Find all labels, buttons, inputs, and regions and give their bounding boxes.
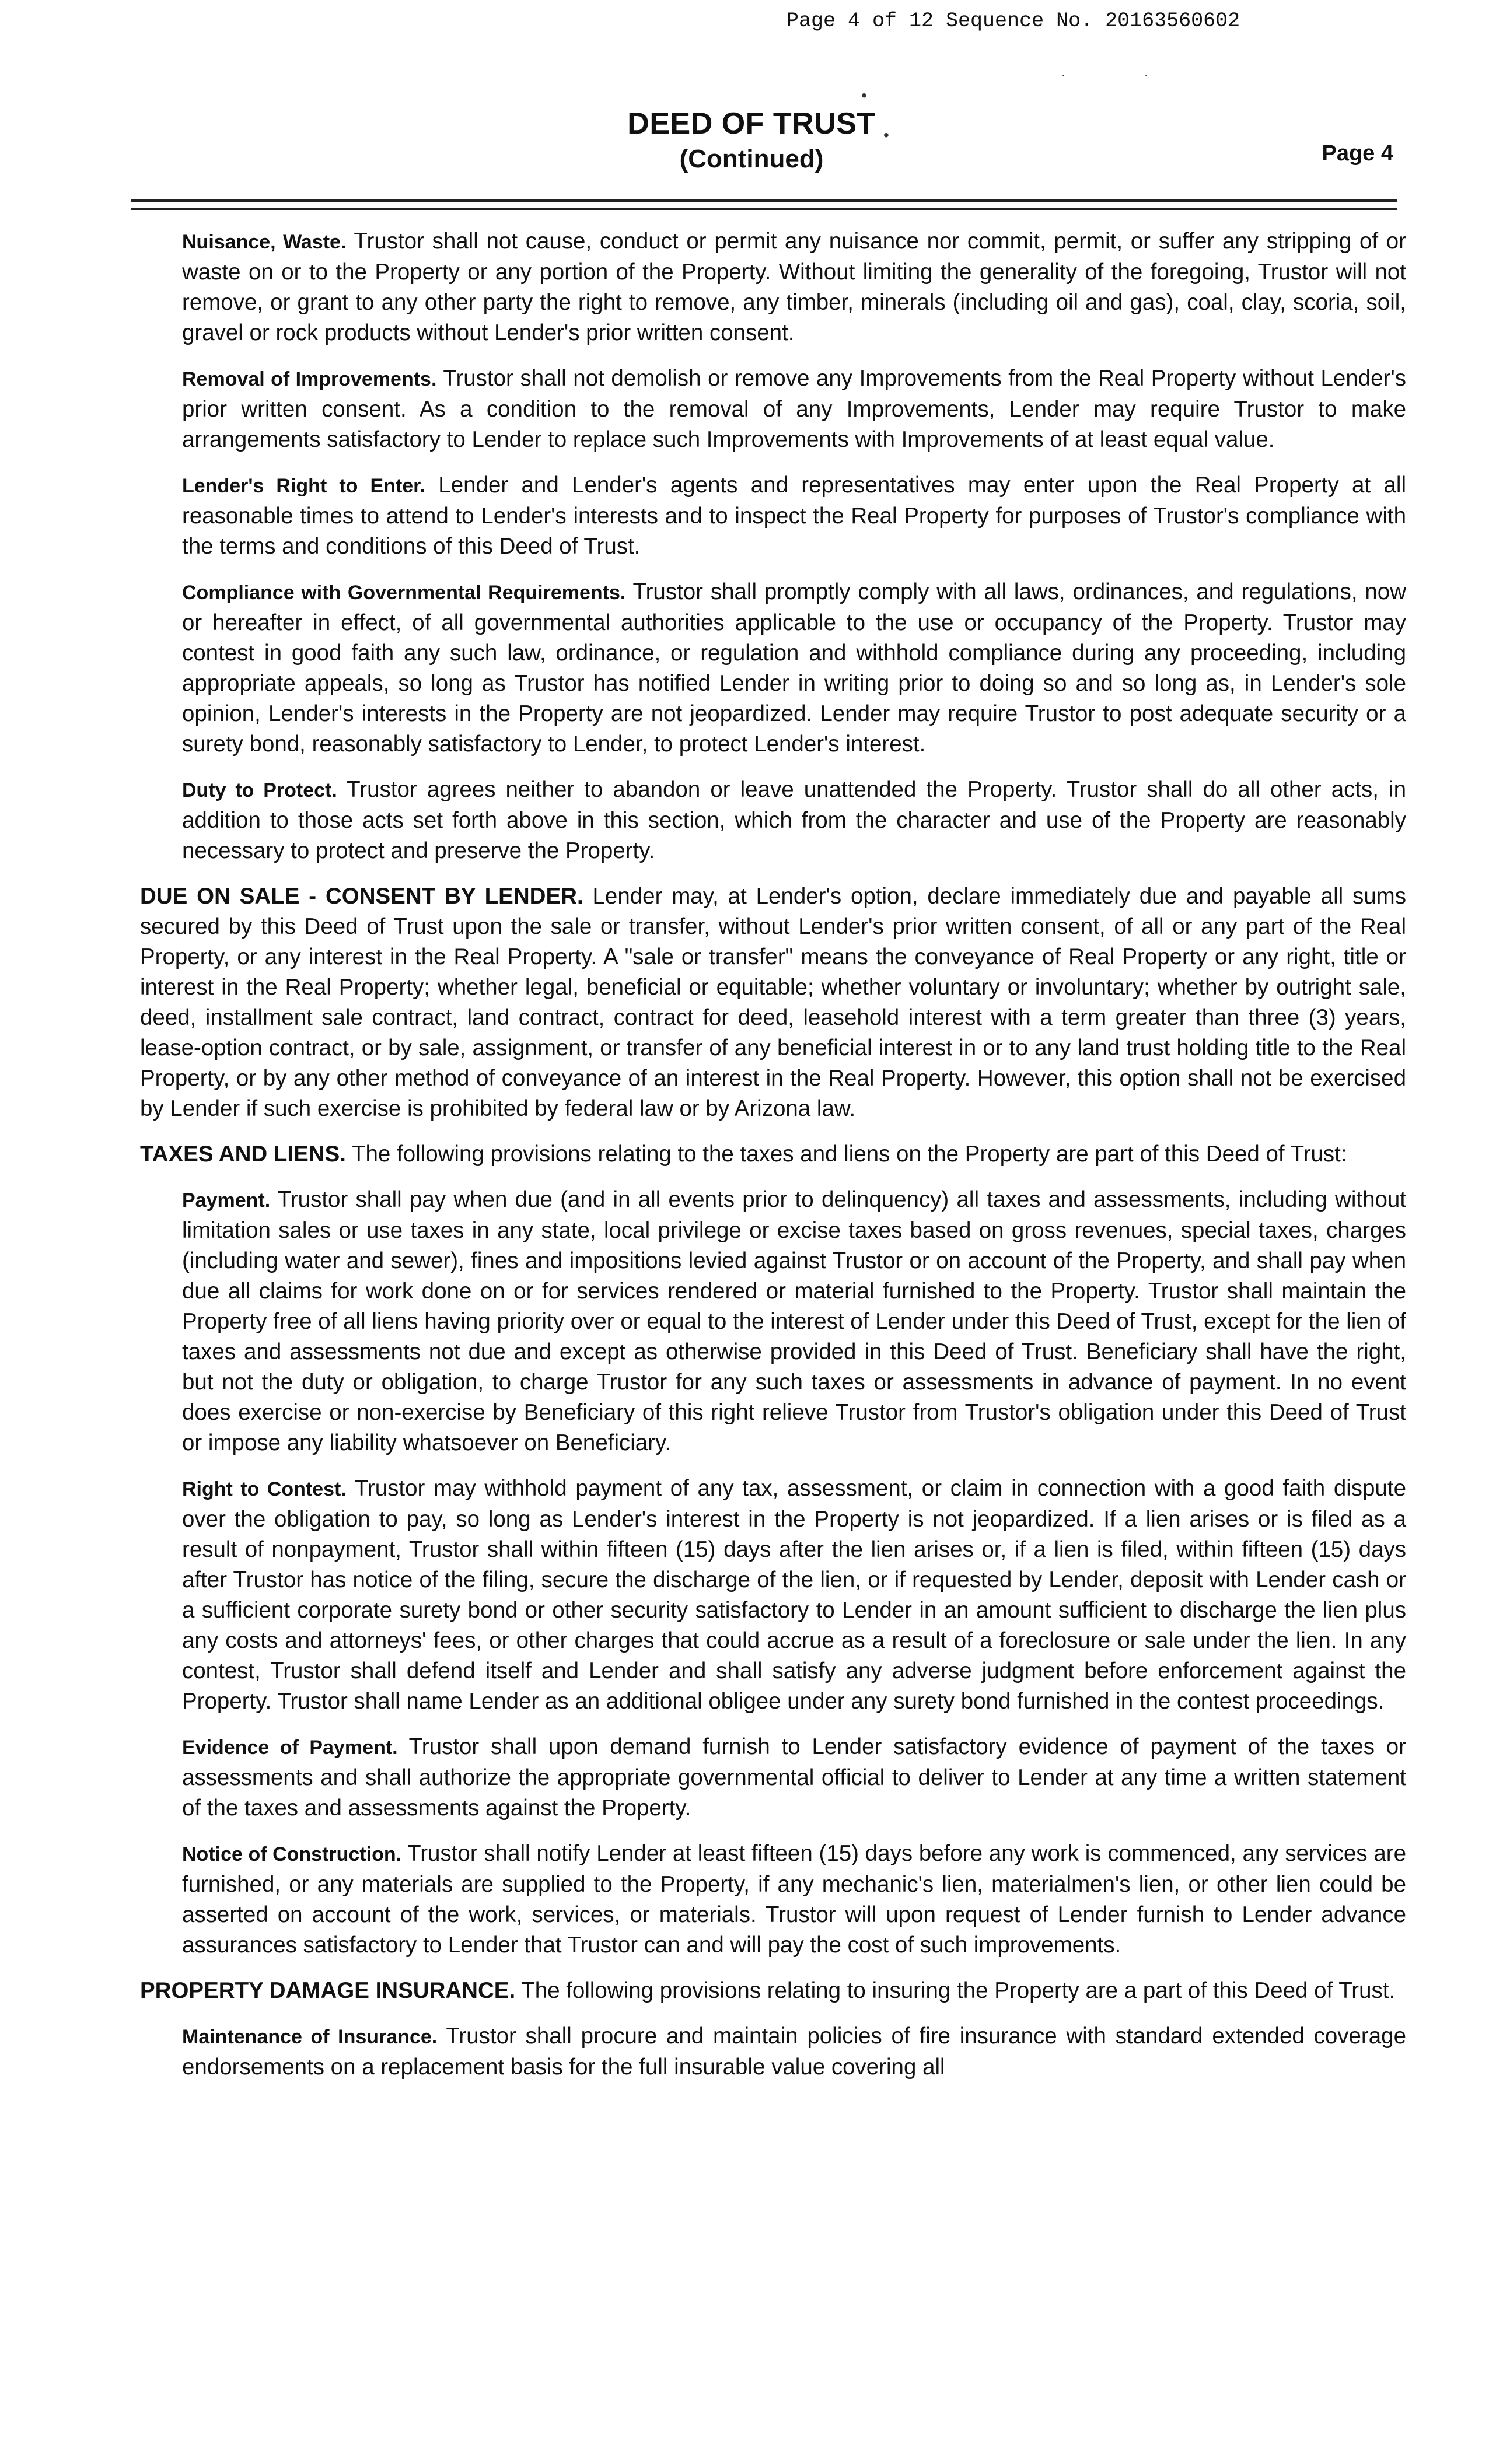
section-text: Lender and Lender's agents and representatives may enter upon the Real Property at all reasonable times to attend to Lender's interests and to inspect the Real Property for purposes of Trustor's compliance with the terms and conditions of this Deed of Trust. <box>182 473 1406 559</box>
section-duty-to-protect <box>182 775 1406 866</box>
header-rule-top <box>131 200 1397 202</box>
scan-speck: · <box>1061 65 1067 83</box>
section-due-on-sale <box>140 881 1406 1124</box>
section-text: Trustor shall not cause, conduct or permit any nuisance nor commit, permit, or suffer any stripping of or waste on or to the Property or any portion of the Property. Without limiting the generality of the foregoing, Trustor will not remove, or grant to any other party the right to remove, any timber, minerals (including oil and gas), coal, clay, scoria, soil, gravel or rock products without Lender's prior written consent. <box>182 229 1406 345</box>
section-heading: Duty to Protect. <box>182 779 337 802</box>
scan-speck: • <box>883 126 889 144</box>
section-right-to-contest <box>182 1474 1406 1717</box>
section-text: Trustor shall procure and maintain policies of fire insurance with standard extended coverage endorsements on a replacement basis for the full insurable value covering all <box>182 2024 1406 2080</box>
sequence-line: Page 4 of 12 Sequence No. 20163560602 <box>787 9 1240 33</box>
section-heading: TAXES AND LIENS. <box>140 1142 346 1167</box>
section-text: Trustor may withhold payment of any tax, assessment, or claim in connection with a good faith dispute over the obligation to pay, so long as Lender's interest in the Property is not jeopardized. If a lien arises or is filed as a result of nonpayment, Trustor shall within fifteen (15) days after the lien arises or, if a lien is filed, within fifteen (15) days after Trustor has notice of the filing, secure the discharge of the lien, or if requested by Lender, deposit with Lender cash or a sufficient corporate surety bond or other security satisfactory to Lender in an amount sufficient to discharge the lien plus any costs and attorneys' fees, or other charges that could accrue as a result of a foreclosure or sale under the lien. In any contest, Trustor shall defend itself and Lender and shall satisfy any adverse judgment before enforcement against the Property. Trustor shall name Lender as an additional obligee under any surety bond furnished in the contest proceedings. <box>182 1476 1406 1714</box>
section-text: Trustor shall pay when due (and in all events prior to delinquency) all taxes and assessments, including without limitation sales or use taxes in any state, local privilege or excise taxes based on gross revenues, special taxes, charges (including water and sewer), fines and impositions levied against Trustor or on account of the Property, and shall pay when due all claims for work done on or for services rendered or material furnished to the Property. Trustor shall maintain the Property free of all liens having priority over or equal to the interest of Lender under this Deed of Trust, except for the lien of taxes and assessments not due and except as otherwise provided in this Deed of Trust. Beneficiary shall have the right, but not the duty or obligation, to charge Trustor for any such taxes or assessments in advance of payment. In no event does exercise or non-exercise by Beneficiary of this right relieve Trustor from Trustor's obligation under this Deed of Trust or impose any liability whatsoever on Beneficiary. <box>182 1187 1406 1455</box>
document-body <box>140 226 1406 2098</box>
page-number: Page 4 <box>1322 141 1393 166</box>
section-text: The following provisions relating to insuring the Property are a part of this Deed of Trust. <box>515 1978 1396 2003</box>
section-text: Trustor shall upon demand furnish to Lender satisfactory evidence of payment of the taxes or assessments and shall authorize the appropriate governmental official to deliver to Lender at any time a written statement of the taxes and assessments against the Property. <box>182 1734 1406 1821</box>
section-text: Trustor shall notify Lender at least fifteen (15) days before any work is commenced, any services are furnished, or any materials are supplied to the Property, if any mechanic's lien, materialmen's lien, or other lien could be asserted on account of the work, services, or materials. Trustor will upon request of Lender furnish to Lender advance assurances satisfactory to Lender that Trustor can and will pay the cost of such improvements. <box>182 1841 1406 1958</box>
section-heading: Compliance with Governmental Requirements. <box>182 582 626 604</box>
section-text: Trustor shall promptly comply with all laws, ordinances, and regulations, now or hereafter in effect, of all governmental authorities applicable to the use or occupancy of the Property. Trustor may contest in good faith any such law, ordinance, or regulation and withhold compliance during any proceeding, including appropriate appeals, so long as Trustor has notified Lender in writing prior to doing so and so long as, in Lender's sole opinion, Lender's interests in the Property are not jeopardized. Lender may require Trustor to post adequate security or a surety bond, reasonably satisfactory to Lender, to protect Lender's interest. <box>182 579 1407 757</box>
section-evidence-of-payment <box>182 1732 1406 1824</box>
section-maintenance-of-insurance <box>182 2021 1406 2082</box>
section-heading: PROPERTY DAMAGE INSURANCE. <box>140 1978 516 2003</box>
section-compliance <box>182 577 1406 760</box>
document-subtitle: (Continued) <box>679 145 824 173</box>
section-text: Trustor agrees neither to abandon or leave unattended the Property. Trustor shall do all other acts, in addition to those acts set forth above in this section, which from the character and use of the Property are reasonably necessary to protect and preserve the Property. <box>182 777 1407 863</box>
scan-speck: · <box>1144 65 1149 83</box>
section-heading: Payment. <box>182 1189 271 1212</box>
section-text: Lender may, at Lender's option, declare immediately due and payable all sums secured by this Deed of Trust upon the sale or transfer, without Lender's prior written consent, of all or any part of the Real Property, or any interest in the Real Property. A "sale or transfer" means the conveyance of Real Property or any right, title or interest in the Real Property; whether legal, beneficial or equitable; whether voluntary or involuntary; whether by outright sale, deed, installment sale contract, land contract, contract for deed, leasehold interest with a term greater than three (3) years, lease-option contract, or by sale, assignment, or transfer of any beneficial interest in or to any land trust holding title to the Real Property, or by any other method of conveyance of an interest in the Real Property. However, this option shall not be exercised by Lender if such exercise is prohibited by federal law or by Arizona law. <box>140 884 1407 1121</box>
section-text: Trustor shall not demolish or remove any Improvements from the Real Property without Lender's prior written consent. As a condition to the removal of any Improvements, Lender may require Trustor to make arrangements satisfactory to Lender to replace such Improvements with Improvements of at least equal value. <box>182 366 1406 452</box>
section-heading: Evidence of Payment. <box>182 1737 398 1759</box>
section-nuisance-waste <box>182 226 1406 348</box>
section-heading: Removal of Improvements. <box>182 368 437 390</box>
section-heading: Maintenance of Insurance. <box>182 2026 438 2048</box>
section-property-damage-insurance <box>140 1976 1406 2006</box>
header-rule-bottom <box>131 208 1397 210</box>
section-heading: Lender's Right to Enter. <box>182 475 425 497</box>
section-taxes-and-liens <box>140 1139 1406 1170</box>
section-right-to-enter <box>182 470 1406 562</box>
section-text: The following provisions relating to the taxes and liens on the Property are part of this Deed of Trust: <box>345 1142 1347 1167</box>
section-heading: Notice of Construction. <box>182 1843 402 1866</box>
section-heading: Nuisance, Waste. <box>182 231 347 253</box>
section-payment <box>182 1185 1406 1458</box>
scan-speck: • <box>861 86 867 104</box>
section-notice-of-construction <box>182 1839 1406 1961</box>
section-heading: DUE ON SALE - CONSENT BY LENDER. <box>140 884 583 909</box>
section-removal-of-improvements <box>182 363 1406 455</box>
page-header <box>0 0 1503 41</box>
document-title-block <box>0 105 1503 176</box>
section-heading: Right to Contest. <box>182 1478 347 1500</box>
document-title: DEED OF TRUST <box>627 107 876 141</box>
